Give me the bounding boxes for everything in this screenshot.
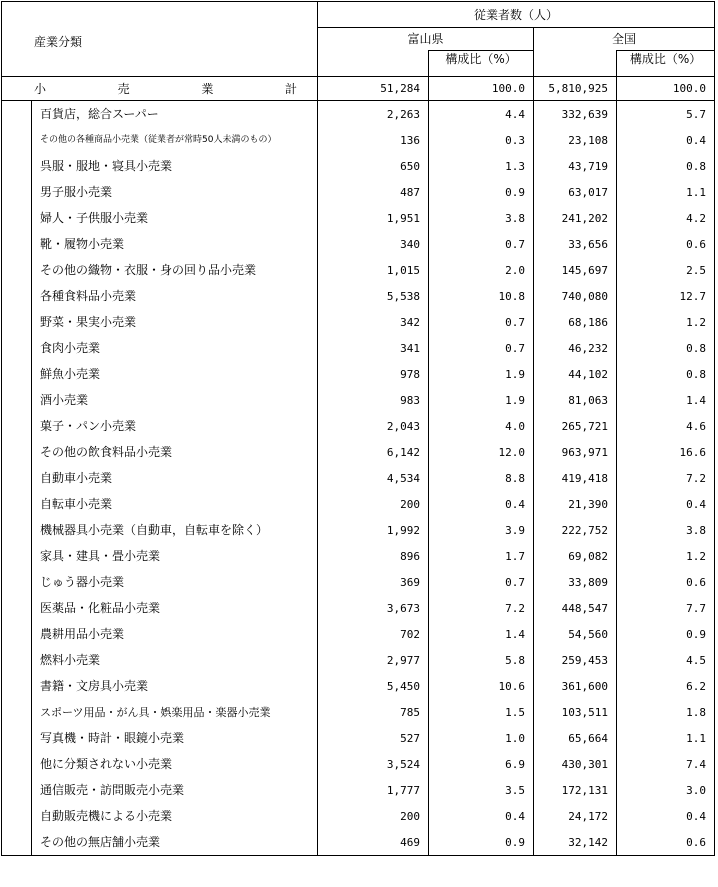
table-row [2, 361, 715, 387]
row-national-count: 81,063 [534, 387, 617, 413]
row-national-ratio: 1.1 [617, 179, 715, 205]
row-national-ratio: 0.4 [617, 127, 715, 153]
indent-cell [2, 465, 32, 491]
row-label: その他の飲食料品小売業 [32, 439, 318, 465]
row-toyama-ratio: 1.9 [429, 387, 534, 413]
indent-cell [2, 595, 32, 621]
header-national: 全国 [534, 28, 715, 51]
row-national-count: 448,547 [534, 595, 617, 621]
table-row [2, 387, 715, 413]
row-national-count: 361,600 [534, 673, 617, 699]
row-label: 農耕用品小売業 [32, 621, 318, 647]
row-label: その他の各種商品小売業（従業者が常時50人未満のもの） [32, 127, 318, 153]
row-national-ratio: 16.6 [617, 439, 715, 465]
row-toyama-count: 3,524 [318, 751, 429, 777]
indent-cell [2, 361, 32, 387]
row-national-ratio: 3.0 [617, 777, 715, 803]
table-row [2, 803, 715, 829]
table-row [2, 413, 715, 439]
row-national-count: 24,172 [534, 803, 617, 829]
total-label: 小 売 業 計 [2, 77, 318, 101]
row-national-ratio: 1.2 [617, 309, 715, 335]
table-row [2, 335, 715, 361]
row-label: 書籍・文房具小売業 [32, 673, 318, 699]
row-label: 菓子・パン小売業 [32, 413, 318, 439]
row-national-count: 23,108 [534, 127, 617, 153]
indent-cell [2, 179, 32, 205]
row-national-count: 265,721 [534, 413, 617, 439]
row-label: 野菜・果実小売業 [32, 309, 318, 335]
row-national-count: 33,656 [534, 231, 617, 257]
row-toyama-ratio: 0.4 [429, 803, 534, 829]
row-toyama-ratio: 8.8 [429, 465, 534, 491]
indent-cell [2, 283, 32, 309]
row-label: 酒小売業 [32, 387, 318, 413]
row-toyama-count: 5,450 [318, 673, 429, 699]
table-row [2, 101, 715, 128]
row-toyama-count: 1,777 [318, 777, 429, 803]
row-national-ratio: 1.2 [617, 543, 715, 569]
indent-cell [2, 777, 32, 803]
row-national-count: 222,752 [534, 517, 617, 543]
row-toyama-count: 369 [318, 569, 429, 595]
table-row [2, 569, 715, 595]
row-toyama-ratio: 10.6 [429, 673, 534, 699]
row-label: 百貨店，総合スーパー [32, 101, 318, 128]
table-row [2, 699, 715, 725]
indent-cell [2, 803, 32, 829]
row-toyama-ratio: 1.0 [429, 725, 534, 751]
row-national-count: 44,102 [534, 361, 617, 387]
row-national-ratio: 7.4 [617, 751, 715, 777]
row-toyama-ratio: 3.9 [429, 517, 534, 543]
row-national-count: 259,453 [534, 647, 617, 673]
row-toyama-count: 136 [318, 127, 429, 153]
row-toyama-ratio: 1.7 [429, 543, 534, 569]
row-national-ratio: 0.4 [617, 803, 715, 829]
row-toyama-ratio: 12.0 [429, 439, 534, 465]
row-toyama-ratio: 0.7 [429, 231, 534, 257]
row-label: 食肉小売業 [32, 335, 318, 361]
row-label: 男子服小売業 [32, 179, 318, 205]
row-toyama-ratio: 1.4 [429, 621, 534, 647]
row-label: 医薬品・化粧品小売業 [32, 595, 318, 621]
row-national-ratio: 0.6 [617, 231, 715, 257]
employees-table [1, 1, 715, 856]
row-label: その他の無店舗小売業 [32, 829, 318, 856]
table-row [2, 465, 715, 491]
row-national-ratio: 3.8 [617, 517, 715, 543]
row-national-ratio: 0.4 [617, 491, 715, 517]
row-national-count: 145,697 [534, 257, 617, 283]
indent-cell [2, 491, 32, 517]
row-national-count: 63,017 [534, 179, 617, 205]
table-row [2, 205, 715, 231]
row-national-count: 332,639 [534, 101, 617, 128]
row-national-ratio: 4.5 [617, 647, 715, 673]
row-toyama-ratio: 2.0 [429, 257, 534, 283]
row-national-ratio: 2.5 [617, 257, 715, 283]
row-national-ratio: 1.4 [617, 387, 715, 413]
row-national-ratio: 7.7 [617, 595, 715, 621]
table-row [2, 283, 715, 309]
row-label: 機械器具小売業（自動車，自転車を除く） [32, 517, 318, 543]
total-toyama-count: 51,284 [318, 77, 429, 101]
header-employees: 従業者数（人） [318, 2, 715, 28]
row-toyama-count: 342 [318, 309, 429, 335]
row-toyama-ratio: 1.9 [429, 361, 534, 387]
total-national-ratio: 100.0 [617, 77, 715, 101]
header-category: 産業分類 [2, 2, 318, 77]
row-national-count: 65,664 [534, 725, 617, 751]
row-national-ratio: 7.2 [617, 465, 715, 491]
row-toyama-count: 1,015 [318, 257, 429, 283]
row-national-count: 740,080 [534, 283, 617, 309]
indent-cell [2, 829, 32, 856]
row-national-ratio: 5.7 [617, 101, 715, 128]
row-toyama-count: 340 [318, 231, 429, 257]
row-toyama-count: 978 [318, 361, 429, 387]
row-toyama-count: 650 [318, 153, 429, 179]
row-label: 他に分類されない小売業 [32, 751, 318, 777]
indent-cell [2, 387, 32, 413]
row-label: スポーツ用品・がん具・娯楽用品・楽器小売業 [32, 699, 318, 725]
indent-cell [2, 309, 32, 335]
table-row [2, 179, 715, 205]
row-national-count: 54,560 [534, 621, 617, 647]
row-label: 自動車小売業 [32, 465, 318, 491]
indent-cell [2, 751, 32, 777]
row-national-count: 46,232 [534, 335, 617, 361]
row-national-ratio: 1.1 [617, 725, 715, 751]
row-toyama-count: 785 [318, 699, 429, 725]
indent-cell [2, 673, 32, 699]
row-toyama-ratio: 0.7 [429, 335, 534, 361]
indent-cell [2, 439, 32, 465]
table-row [2, 309, 715, 335]
row-national-count: 43,719 [534, 153, 617, 179]
row-toyama-ratio: 0.3 [429, 127, 534, 153]
row-label: 自転車小売業 [32, 491, 318, 517]
total-national-count: 5,810,925 [534, 77, 617, 101]
indent-cell [2, 621, 32, 647]
row-label: じゅう器小売業 [32, 569, 318, 595]
row-toyama-ratio: 1.5 [429, 699, 534, 725]
row-toyama-count: 527 [318, 725, 429, 751]
row-toyama-ratio: 0.7 [429, 309, 534, 335]
row-toyama-count: 2,043 [318, 413, 429, 439]
row-label: その他の織物・衣服・身の回り品小売業 [32, 257, 318, 283]
row-national-count: 172,131 [534, 777, 617, 803]
row-national-count: 419,418 [534, 465, 617, 491]
table-row [2, 257, 715, 283]
row-national-ratio: 0.9 [617, 621, 715, 647]
indent-cell [2, 153, 32, 179]
row-label: 鮮魚小売業 [32, 361, 318, 387]
row-toyama-ratio: 4.0 [429, 413, 534, 439]
indent-cell [2, 647, 32, 673]
row-national-ratio: 4.6 [617, 413, 715, 439]
row-toyama-ratio: 0.9 [429, 829, 534, 856]
row-label: 自動販売機による小売業 [32, 803, 318, 829]
row-toyama-ratio: 10.8 [429, 283, 534, 309]
indent-cell [2, 127, 32, 153]
row-toyama-ratio: 0.4 [429, 491, 534, 517]
row-national-ratio: 6.2 [617, 673, 715, 699]
row-toyama-count: 2,977 [318, 647, 429, 673]
row-toyama-count: 2,263 [318, 101, 429, 128]
row-national-count: 21,390 [534, 491, 617, 517]
row-toyama-count: 896 [318, 543, 429, 569]
row-national-count: 69,082 [534, 543, 617, 569]
row-national-ratio: 0.6 [617, 569, 715, 595]
row-national-ratio: 0.8 [617, 335, 715, 361]
row-toyama-ratio: 5.8 [429, 647, 534, 673]
indent-cell [2, 257, 32, 283]
row-national-count: 68,186 [534, 309, 617, 335]
row-toyama-ratio: 3.8 [429, 205, 534, 231]
row-national-count: 241,202 [534, 205, 617, 231]
table-row [2, 751, 715, 777]
table-row [2, 647, 715, 673]
table-row [2, 829, 715, 856]
row-toyama-count: 200 [318, 491, 429, 517]
indent-cell [2, 413, 32, 439]
row-toyama-ratio: 0.9 [429, 179, 534, 205]
indent-cell [2, 543, 32, 569]
row-toyama-count: 200 [318, 803, 429, 829]
row-toyama-count: 4,534 [318, 465, 429, 491]
indent-cell [2, 569, 32, 595]
row-label: 各種食料品小売業 [32, 283, 318, 309]
table-row [2, 491, 715, 517]
row-toyama-count: 3,673 [318, 595, 429, 621]
table-row [2, 777, 715, 803]
table-row [2, 621, 715, 647]
row-toyama-count: 487 [318, 179, 429, 205]
row-toyama-count: 1,992 [318, 517, 429, 543]
row-national-count: 963,971 [534, 439, 617, 465]
row-national-ratio: 0.6 [617, 829, 715, 856]
row-label: 家具・建具・畳小売業 [32, 543, 318, 569]
total-toyama-ratio: 100.0 [429, 77, 534, 101]
row-label: 靴・履物小売業 [32, 231, 318, 257]
row-toyama-ratio: 1.3 [429, 153, 534, 179]
row-label: 写真機・時計・眼鏡小売業 [32, 725, 318, 751]
row-national-ratio: 12.7 [617, 283, 715, 309]
table-row [2, 127, 715, 153]
table-row [2, 231, 715, 257]
table-row [2, 673, 715, 699]
row-toyama-ratio: 6.9 [429, 751, 534, 777]
row-toyama-count: 341 [318, 335, 429, 361]
row-national-ratio: 4.2 [617, 205, 715, 231]
row-toyama-ratio: 7.2 [429, 595, 534, 621]
row-label: 婦人・子供服小売業 [32, 205, 318, 231]
indent-cell [2, 335, 32, 361]
table-row [2, 517, 715, 543]
row-national-ratio: 0.8 [617, 153, 715, 179]
indent-cell [2, 699, 32, 725]
row-toyama-count: 469 [318, 829, 429, 856]
row-national-count: 33,809 [534, 569, 617, 595]
table-row [2, 439, 715, 465]
row-toyama-count: 983 [318, 387, 429, 413]
indent-cell [2, 101, 32, 128]
table-row [2, 543, 715, 569]
row-national-count: 32,142 [534, 829, 617, 856]
row-national-count: 430,301 [534, 751, 617, 777]
header-national-ratio: 構成比（%） [617, 51, 715, 77]
row-national-ratio: 0.8 [617, 361, 715, 387]
indent-cell [2, 517, 32, 543]
row-toyama-ratio: 4.4 [429, 101, 534, 128]
total-row [2, 77, 715, 101]
row-label: 通信販売・訪問販売小売業 [32, 777, 318, 803]
indent-cell [2, 205, 32, 231]
row-toyama-count: 6,142 [318, 439, 429, 465]
header-toyama-ratio: 構成比（%） [429, 51, 534, 77]
table-row [2, 595, 715, 621]
row-toyama-ratio: 3.5 [429, 777, 534, 803]
row-toyama-count: 1,951 [318, 205, 429, 231]
row-label: 燃料小売業 [32, 647, 318, 673]
header-toyama: 富山県 [318, 28, 534, 51]
row-national-ratio: 1.8 [617, 699, 715, 725]
row-label: 呉服・服地・寝具小売業 [32, 153, 318, 179]
row-toyama-count: 702 [318, 621, 429, 647]
indent-cell [2, 725, 32, 751]
indent-cell [2, 231, 32, 257]
table-row [2, 725, 715, 751]
row-toyama-count: 5,538 [318, 283, 429, 309]
row-national-count: 103,511 [534, 699, 617, 725]
row-toyama-ratio: 0.7 [429, 569, 534, 595]
table-row [2, 153, 715, 179]
